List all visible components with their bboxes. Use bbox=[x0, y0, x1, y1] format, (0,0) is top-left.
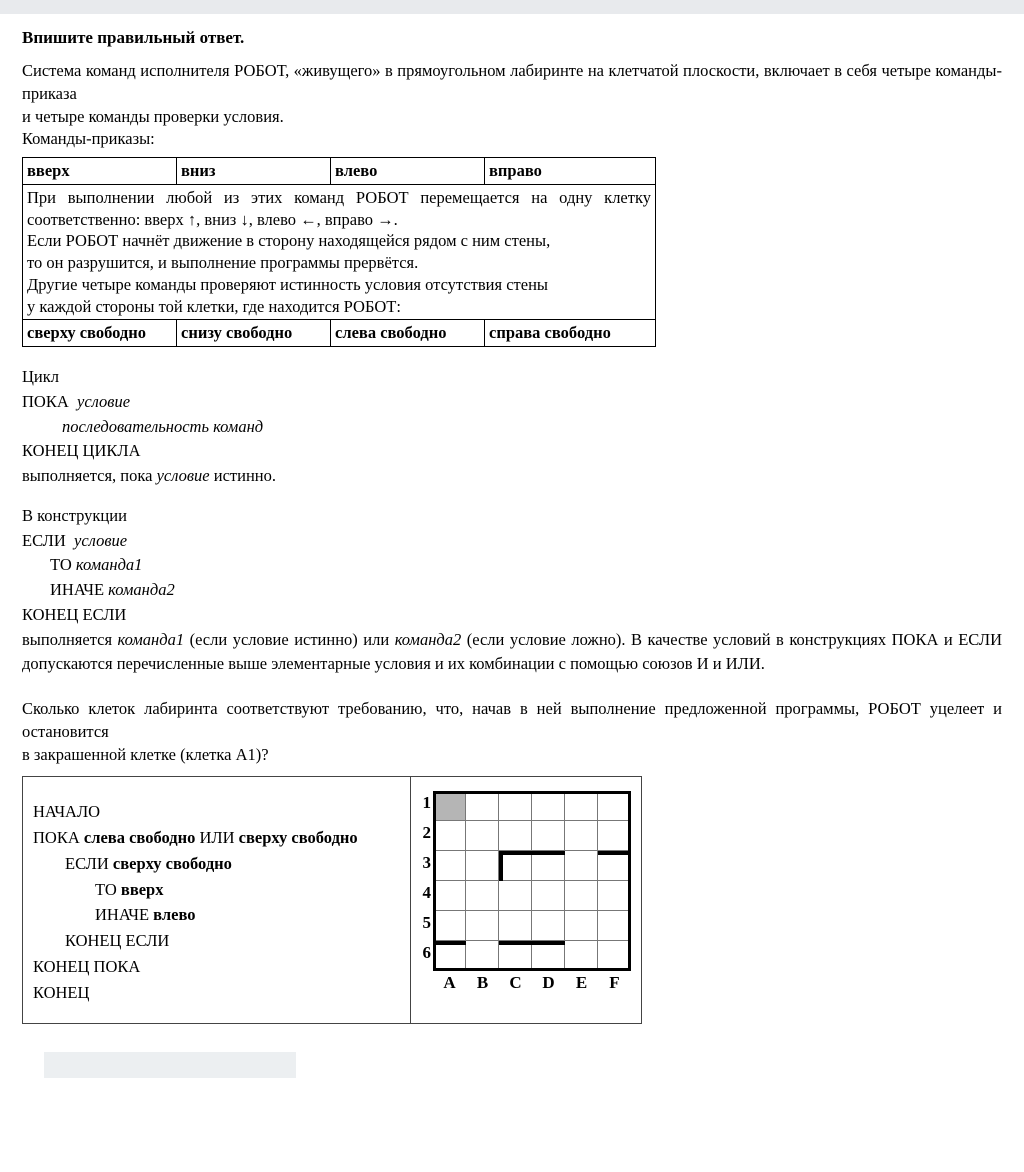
commands-table bbox=[22, 157, 656, 347]
program-line bbox=[33, 980, 400, 1006]
maze-cell-d1 bbox=[532, 791, 565, 821]
table-row-conditions bbox=[23, 320, 656, 347]
maze-cell-d2 bbox=[532, 821, 565, 851]
program-text: ЕСЛИ bbox=[65, 853, 113, 873]
maze-row-label: 1 bbox=[422, 793, 431, 813]
loop-expl-part-1: выполняется, пока bbox=[22, 466, 157, 486]
maze-cell-a6 bbox=[433, 941, 466, 971]
maze-cell-c2 bbox=[499, 821, 532, 851]
condition-top-free: сверху свободно bbox=[23, 320, 177, 347]
answer-input[interactable] bbox=[44, 1052, 296, 1078]
else-keyword: ИНАЧЕ bbox=[50, 580, 105, 600]
intro-line-3: Команды-приказы: bbox=[22, 129, 155, 149]
command-up: вверх bbox=[23, 158, 177, 185]
program-listing bbox=[23, 777, 411, 1023]
maze-cell-d5 bbox=[532, 911, 565, 941]
if-line-else bbox=[22, 578, 1002, 603]
maze-cell-d4 bbox=[532, 881, 565, 911]
maze-cell-c4 bbox=[499, 881, 532, 911]
program-keyword-bold: сверху свободно bbox=[112, 853, 232, 873]
maze-cell-a4 bbox=[433, 881, 466, 911]
maze-cell-b1 bbox=[466, 791, 499, 821]
program-line bbox=[33, 928, 400, 954]
program-line bbox=[33, 954, 400, 980]
maze-wall-horizontal bbox=[433, 941, 466, 945]
maze-cell-d6 bbox=[532, 941, 565, 971]
if-line-if bbox=[22, 529, 1002, 554]
document-body bbox=[0, 28, 1024, 1078]
question-line-2: в закрашенной клетке (клетка A1)? bbox=[22, 744, 269, 764]
maze-col-label: E bbox=[575, 973, 588, 993]
if-keyword: ЕСЛИ bbox=[22, 530, 66, 550]
maze-grid-container bbox=[422, 791, 633, 993]
maze-cell-d3 bbox=[532, 851, 565, 881]
table-row-description bbox=[23, 184, 656, 320]
maze-cell-e5 bbox=[565, 911, 598, 941]
program-keyword-bold: слева свободно bbox=[83, 828, 196, 848]
program-keyword-bold: сверху свободно bbox=[238, 828, 358, 848]
maze-cell-e3 bbox=[565, 851, 598, 881]
page-title: Впишите правильный ответ. bbox=[22, 28, 245, 47]
description-line-5: у каждой стороны той клетки, где находится РОБОТ: bbox=[27, 296, 401, 316]
maze-cell-c1 bbox=[499, 791, 532, 821]
maze-cell-e6 bbox=[565, 941, 598, 971]
maze-cell-e2 bbox=[565, 821, 598, 851]
program-line bbox=[33, 825, 400, 851]
maze-cell-a2 bbox=[433, 821, 466, 851]
program-and-maze-panel bbox=[22, 776, 642, 1024]
maze-cell-f6 bbox=[598, 941, 631, 971]
then-keyword: ТО bbox=[50, 555, 72, 575]
loop-keyword-while: ПОКА bbox=[22, 391, 69, 411]
maze-figure bbox=[411, 777, 641, 1023]
maze-wall-horizontal bbox=[598, 851, 631, 855]
if-condition-placeholder: условие bbox=[74, 530, 128, 550]
maze-cell-c5 bbox=[499, 911, 532, 941]
maze-col-label: C bbox=[509, 973, 522, 993]
command-right: вправо bbox=[485, 158, 656, 185]
program-keyword-bold: влево bbox=[153, 905, 196, 925]
program-text: НАЧАЛО bbox=[33, 802, 101, 822]
maze-cell-b3 bbox=[466, 851, 499, 881]
if-expl-part-1: выполняется bbox=[22, 629, 118, 649]
maze-cell-f3 bbox=[598, 851, 631, 881]
maze-cell-a3 bbox=[433, 851, 466, 881]
if-expl-italic-2: команда2 bbox=[394, 629, 462, 649]
maze-row-label: 2 bbox=[422, 823, 431, 843]
if-expl-part-2: (если условие истинно) или bbox=[184, 629, 395, 649]
maze-cell-a1 bbox=[433, 791, 466, 821]
maze-cell-f1 bbox=[598, 791, 631, 821]
question-line-1: Сколько клеток лабиринта соответствуют требованию, что, начав в ней выполнение предложенной программы, РОБОТ уцелеет и остановится bbox=[22, 699, 1002, 741]
else-command-placeholder: команда2 bbox=[108, 580, 175, 600]
program-text: КОНЕЦ bbox=[33, 982, 90, 1002]
program-line bbox=[33, 799, 400, 825]
maze-col-label: D bbox=[542, 973, 555, 993]
condition-bottom-free: снизу свободно bbox=[177, 320, 331, 347]
maze-cell-b5 bbox=[466, 911, 499, 941]
maze-cell-b6 bbox=[466, 941, 499, 971]
program-line bbox=[33, 877, 400, 903]
if-line-then bbox=[22, 553, 1002, 578]
maze-cell-b4 bbox=[466, 881, 499, 911]
program-line bbox=[33, 851, 400, 877]
maze-wall-vertical bbox=[499, 851, 503, 881]
maze-row-label: 4 bbox=[422, 883, 431, 903]
maze-cell-b2 bbox=[466, 821, 499, 851]
maze-cell-e1 bbox=[565, 791, 598, 821]
program-text: ИЛИ bbox=[195, 828, 239, 848]
loop-construct-block bbox=[22, 365, 1002, 489]
then-command-placeholder: команда1 bbox=[75, 555, 143, 575]
maze-row-label: 3 bbox=[422, 853, 431, 873]
maze-cell-e4 bbox=[565, 881, 598, 911]
maze-row-label: 5 bbox=[422, 913, 431, 933]
maze-row-label: 6 bbox=[422, 943, 431, 963]
condition-left-free: слева свободно bbox=[331, 320, 485, 347]
maze-cell-f4 bbox=[598, 881, 631, 911]
program-text: КОНЕЦ ЕСЛИ bbox=[65, 931, 170, 951]
program-text: ИНАЧЕ bbox=[95, 905, 154, 925]
maze-cell-c6 bbox=[499, 941, 532, 971]
if-construct-block bbox=[22, 504, 1002, 677]
browser-chrome-strip bbox=[0, 0, 1024, 14]
maze-cell-f5 bbox=[598, 911, 631, 941]
program-text: ПОКА bbox=[33, 828, 84, 848]
maze-cell-c3 bbox=[499, 851, 532, 881]
if-expl-italic-1: команда1 bbox=[117, 629, 185, 649]
loop-line-cycle: Цикл bbox=[22, 367, 59, 387]
description-line-2: Если РОБОТ начнёт движение в сторону находящейся рядом с ним стены, bbox=[27, 231, 551, 251]
loop-line-end: КОНЕЦ ЦИКЛА bbox=[22, 441, 141, 461]
maze-cell-f2 bbox=[598, 821, 631, 851]
command-left: влево bbox=[331, 158, 485, 185]
maze-col-label: A bbox=[443, 973, 456, 993]
maze-cell-a5 bbox=[433, 911, 466, 941]
program-text: ТО bbox=[95, 879, 121, 899]
program-keyword-bold: вверх bbox=[120, 879, 164, 899]
maze-col-label: B bbox=[476, 973, 489, 993]
if-line-intro: В конструкции bbox=[22, 505, 127, 525]
if-expl-part-3: (если условие ложно). В качестве условий в конструкциях ПОКА и ЕСЛИ допускаются перечисленные выше элементарные условия и их комбинации с помощью союзов И и ИЛИ. bbox=[22, 629, 1002, 674]
maze-wall-horizontal bbox=[499, 941, 565, 945]
condition-right-free: справа свободно bbox=[485, 320, 656, 347]
table-row-orders bbox=[23, 158, 656, 185]
loop-line-while bbox=[22, 390, 1002, 415]
loop-line-body: последовательность команд bbox=[62, 416, 264, 436]
program-text: КОНЕЦ ПОКА bbox=[33, 956, 141, 976]
commands-description bbox=[23, 184, 656, 320]
maze-wall-horizontal bbox=[499, 851, 565, 855]
loop-expl-part-2: истинно. bbox=[209, 466, 276, 486]
program-line bbox=[33, 902, 400, 928]
description-line-1: При выполнении любой из этих команд РОБОТ перемещается на одну клетку соответственно: вверх ↑, вниз ↓, влево ←, вправо →. bbox=[27, 187, 651, 229]
intro-line-1: Система команд исполнителя РОБОТ, «живущего» в прямоугольном лабиринте на клетчатой плоскости, включает в себя четыре команды-приказа bbox=[22, 61, 1002, 103]
if-line-end: КОНЕЦ ЕСЛИ bbox=[22, 604, 127, 624]
loop-line-explanation bbox=[22, 464, 1002, 489]
loop-condition-placeholder: условие bbox=[77, 391, 131, 411]
command-down: вниз bbox=[177, 158, 331, 185]
if-line-explanation bbox=[22, 628, 1002, 678]
loop-expl-italic: условие bbox=[156, 466, 210, 486]
description-line-3: то он разрушится, и выполнение программы прервётся. bbox=[27, 253, 419, 273]
maze-col-label: F bbox=[609, 973, 620, 993]
description-line-4: Другие четыре команды проверяют истинность условия отсутствия стены bbox=[27, 274, 548, 294]
intro-line-2: и четыре команды проверки условия. bbox=[22, 106, 284, 126]
